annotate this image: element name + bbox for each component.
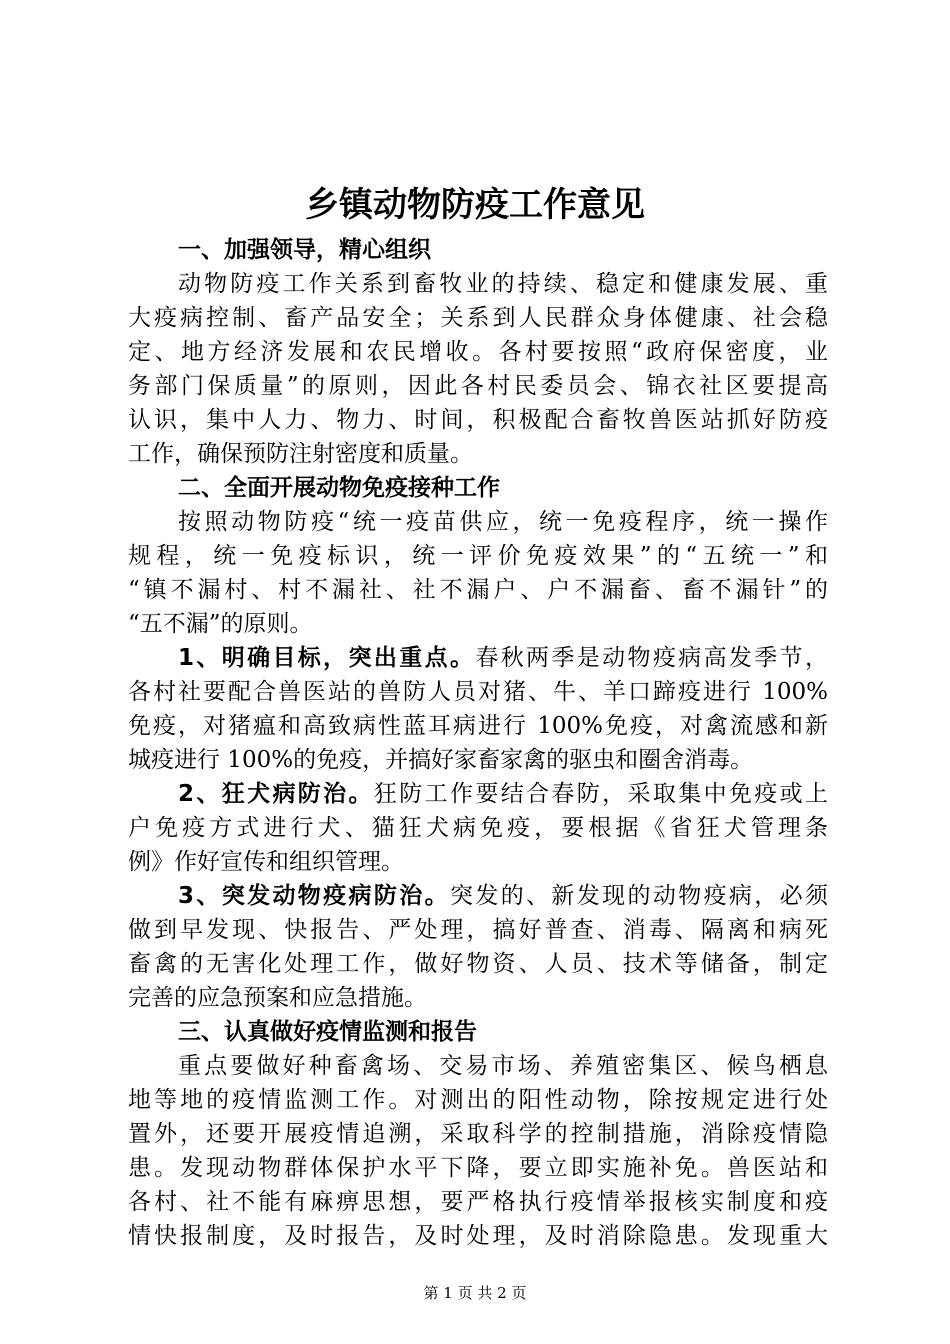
item-3-lead: 3、突发动物疫病防治。 [178, 883, 450, 909]
item-2-rest: 狂防工作要结合春防，采取集中免疫或上 [373, 781, 828, 807]
item-3-rest: 突发的、新发现的动物疫病，必须 [449, 883, 828, 909]
section-heading-2: 二、全面开展动物免疫接种工作 [178, 475, 500, 501]
text-line [128, 641, 828, 675]
text-line: 动物防疫工作关系到畜牧业的持续、稳定和健康发展、重 [178, 271, 828, 297]
text-line: 例》作好宣传和组织管理。 [128, 849, 404, 875]
text-line: 户免疫方式进行犬、猫狂犬病免疫，要根据《省狂犬管理条 [128, 815, 828, 841]
item-2-lead: 2、狂犬病防治。 [178, 781, 374, 807]
text-line [128, 879, 828, 913]
text-line: 患。发现动物群体保护水平下降，要立即实施补免。兽医站和 [128, 1155, 828, 1181]
item-1-paragraph [128, 641, 828, 777]
text-line: 各村社要配合兽医站的兽防人员对猪、牛、羊口蹄疫进行 100% [128, 679, 828, 705]
text-line: 大疫病控制、畜产品安全；关系到人民群众身体健康、社会稳 [128, 305, 828, 331]
document-body [128, 233, 828, 1253]
item-1-lead: 1、明确目标，突出重点。 [178, 645, 476, 671]
text-line: 完善的应急预案和应急措施。 [128, 985, 427, 1011]
text-line: 规程，统一免疫标识，统一评价免疫效果”的“五统一”和 [128, 543, 828, 569]
text-line: 情快报制度，及时报告，及时处理，及时消除隐患。发现重大 [128, 1223, 828, 1249]
text-line: “镇不漏村、村不漏社、社不漏户、户不漏畜、畜不漏针”的 [128, 577, 828, 603]
item-3-paragraph [128, 879, 828, 1015]
item-1-rest: 春秋两季是动物疫病高发季节， [475, 645, 828, 671]
section-2-paragraph [128, 505, 828, 641]
section-3-paragraph [128, 1049, 828, 1253]
section-heading-1: 一、加强领导，精心组织 [178, 237, 431, 263]
text-line: 畜禽的无害化处理工作，做好物资、人员、技术等储备，制定 [128, 951, 828, 977]
text-line: 工作，确保预防注射密度和质量。 [128, 441, 473, 467]
text-line: 各村、社不能有麻痹思想，要严格执行疫情举报核实制度和疫 [128, 1189, 828, 1215]
text-line [128, 777, 828, 811]
text-line: 地等地的疫情监测工作。对测出的阳性动物，除按规定进行处 [128, 1087, 828, 1113]
text-line: 重点要做好种畜禽场、交易市场、养殖密集区、候鸟栖息 [178, 1053, 828, 1079]
text-line: 城疫进行 100%的免疫，并搞好家畜家禽的驱虫和圈舍消毒。 [128, 747, 754, 773]
item-2-paragraph [128, 777, 828, 879]
text-line: “五不漏”的原则。 [128, 611, 313, 637]
text-line: 认识，集中人力、物力、时间，积极配合畜牧兽医站抓好防疫 [128, 407, 828, 433]
section-1-paragraph [128, 267, 828, 471]
document-title: 乡镇动物防疫工作意见 [305, 185, 645, 225]
text-line: 置外，还要开展疫情追溯，采取科学的控制措施，消除疫情隐 [128, 1121, 828, 1147]
text-line: 务部门保质量”的原则，因此各村民委员会、锦衣社区要提高 [128, 373, 828, 399]
text-line: 免疫，对猪瘟和高致病性蓝耳病进行 100%免疫，对禽流感和新 [128, 713, 828, 739]
text-line: 定、地方经济发展和农民增收。各村要按照“政府保密度，业 [128, 339, 828, 365]
section-heading-3: 三、认真做好疫情监测和报告 [178, 1019, 477, 1045]
text-line: 按照动物防疫“统一疫苗供应，统一免疫程序，统一操作 [178, 509, 828, 535]
page-footer: 第 1 页 共 2 页 [423, 1284, 527, 1302]
text-line: 做到早发现、快报告、严处理，搞好普查、消毒、隔离和病死 [128, 917, 828, 943]
